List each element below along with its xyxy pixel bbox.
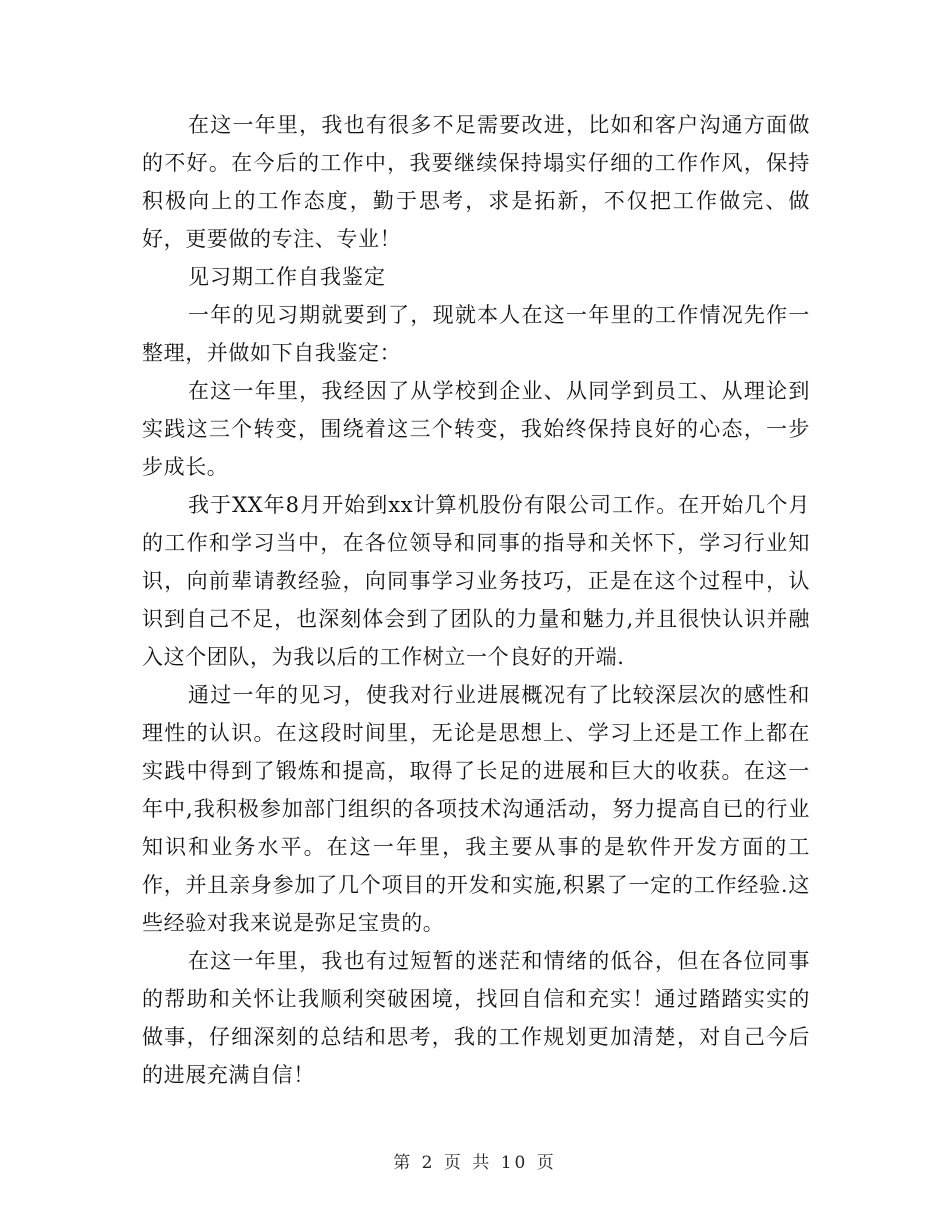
paragraph-confidence: 在这一年里，我也有过短暂的迷茫和情绪的低谷，但在各位同事的帮助和关怀让我顺利突破困境，找回自信和充实！通过踏踏实实的做事，仔细深刻的总结和思考，我的工作规划更加清楚，对自己今后的进展充满自信！ (142, 949, 810, 1087)
section-heading: 见习期工作自我鉴定 (188, 265, 386, 289)
paragraph-joining-company: 我于XX年8月开始到xx计算机股份有限公司工作。在开始几个月的工作和学习当中，在各位领导和同事的指导和关怀下，学习行业知识，向前辈请教经验，向同事学习业务技巧，正是在这个过程中，认识到自己不足，也深刻体会到了团队的力量和魅力,并且很快认识并融入这个团队，为我以后的工作树立一个良好的开端. (142, 493, 810, 669)
paragraph-experience: 通过一年的见习，使我对行业进展概况有了比较深层次的感性和理性的认识。在这段时间里，无论是思想上、学习上还是工作上都在实践中得到了锻炼和提高，取得了长足的进展和巨大的收获。在这一年中,我积极参加部门组织的各项技术沟通活动，努力提高自已的行业知识和业务水平。在这一年里，我主要从事的是软件开发方面的工作，并且亲身参加了几个项目的开发和实施,积累了一定的工作经验.这些经验对我来说是弥足宝贵的。 (142, 683, 810, 935)
paragraph-intro: 一年的见习期就要到了，现就本人在这一年里的工作情况先作一整理，并做如下自我鉴定： (142, 303, 810, 365)
document-body (142, 106, 810, 1094)
page-number-footer: 第 2 页 共 10 页 (393, 1153, 557, 1173)
paragraph-transitions: 在这一年里，我经因了从学校到企业、从同学到员工、从理论到实践这三个转变，围绕着这三个转变，我始终保持良好的心态，一步步成长。 (142, 379, 810, 479)
paragraph-shortcomings: 在这一年里，我也有很多不足需要改进，比如和客户沟通方面做的不好。在今后的工作中，我要继续保持塌实仔细的工作作风，保持积极向上的工作态度，勤于思考，求是拓新，不仅把工作做完、做好，更要做的专注、专业！ (142, 113, 810, 251)
